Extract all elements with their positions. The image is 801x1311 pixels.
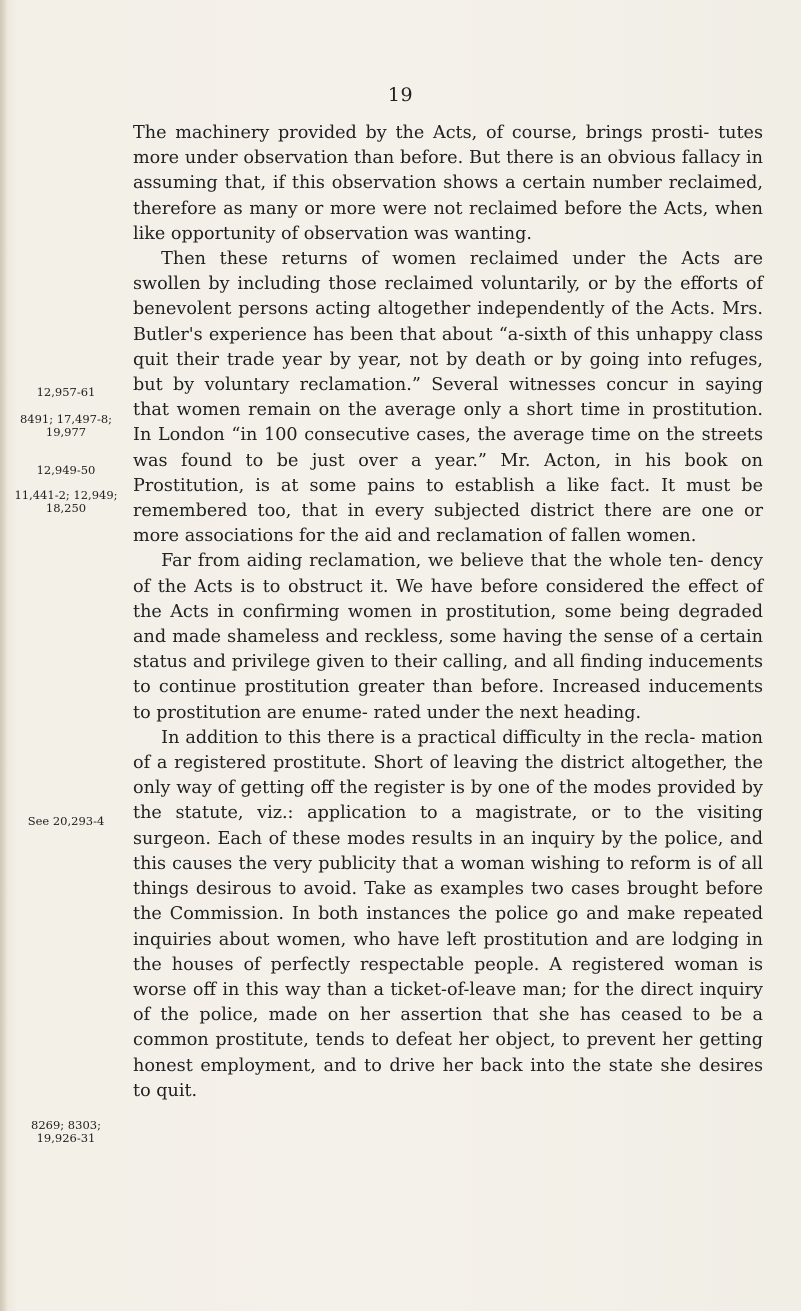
margin-note-line: See 20,293-4 xyxy=(27,814,105,828)
margin-note-line: 12,949-50 xyxy=(36,463,96,477)
margin-note-2 xyxy=(0,413,132,439)
margin-note-line: 8491; 17,497-8; xyxy=(19,412,113,426)
margin-note-6 xyxy=(0,1119,132,1145)
margin-note-line: 8269; 8303; xyxy=(31,1118,101,1132)
paragraph-3: Far from aiding reclamation, we believe that the whole ten- dency of the Acts is to obstruct it. We have before considered the effect of the Acts in confirming women in prostitution, some being degraded and made shameless and reckless, some having the sense of a certain status and privilege given to their calling, and all finding inducements to continue prostitution greater than before. Increased inducements to prostitution are enume- rated under the next heading. xyxy=(133,551,763,723)
margin-note-4 xyxy=(0,489,132,515)
paragraph-1: The machinery provided by the Acts, of course, brings prosti- tutes more under observation than before. But there is an obvious fallacy in assuming that, if this observation shows a certain number reclaimed, therefore as many or more were not reclaimed before the Acts, when like opportunity of observation was wanting. xyxy=(133,123,763,244)
margin-note-line: 12,957-61 xyxy=(36,385,96,399)
binding-shadow xyxy=(0,0,8,1311)
margin-note-line: 18,250 xyxy=(45,501,87,515)
margin-note-line: 19,977 xyxy=(45,425,87,439)
margin-note-5 xyxy=(0,815,132,828)
paragraph-2: Then these returns of women reclaimed under the Acts are swollen by including those reclaimed voluntarily, or by the efforts of benevolent persons acting altogether independently of the Acts. Mrs. Butler's experience has been that about “a-sixth of this unhappy class quit their trade year by year, not by death or by going into refuges, but by voluntary reclamation.” Several witnesses concur in saying that women remain on the average only a short time in prostitution. In London “in 100 consecutive cases, the average time on the streets was found to be just over a year.” Mr. Acton, in his book on Prostitution, is at some pains to establish a like fact. It must be remembered too, that in every subjected district there are one or more associations for the aid and reclamation of fallen women. xyxy=(133,249,763,547)
page-number: 19 xyxy=(387,84,414,106)
margin-note-line: 19,926-31 xyxy=(36,1131,96,1145)
margin-note-line: 11,441-2; 12,949; xyxy=(14,488,118,502)
margin-note-3 xyxy=(0,464,132,477)
paragraph-4: In addition to this there is a practical difficulty in the recla- mation of a registered prostitute. Short of leaving the district altogether, the only way of getting off the register is by one of the modes provided by the statute, viz.: application to a magistrate, or to the visiting surgeon. Each of these modes results in an inquiry by the police, and this causes the very publicity that a woman wishing to reform is of all things desirous to avoid. Take as examples two cases brought before the Commission. In both instances the police go and make repeated inquiries about women, who have left prostitution and are lodging in the houses of perfectly respectable people. A registered woman is worse off in this way than a ticket-of-leave man; for the direct inquiry of the police, made on her assertion that she has ceased to be a common prostitute, tends to defeat her object, to prevent her getting honest employment, and to drive her back into the state she desires to quit. xyxy=(133,727,763,1101)
body-text xyxy=(133,121,763,1104)
margin-note-1 xyxy=(0,386,132,399)
